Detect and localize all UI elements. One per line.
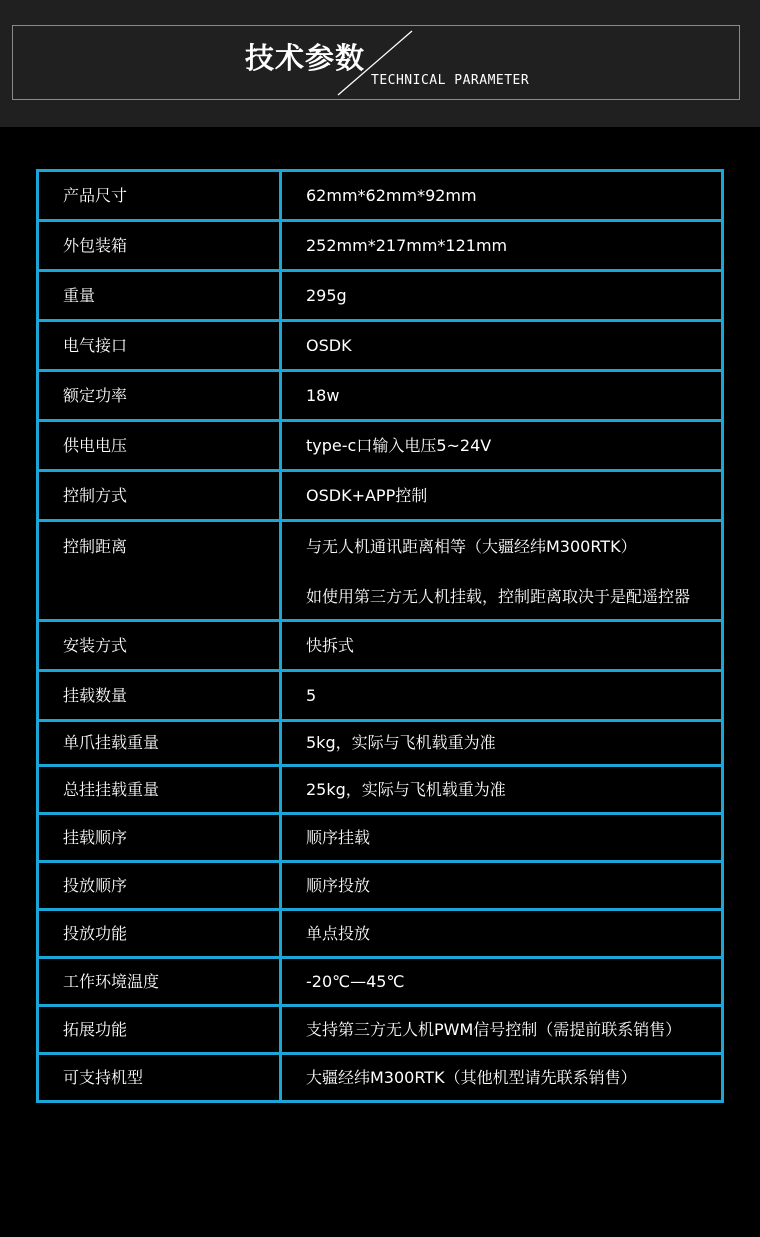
spec-value [282, 959, 721, 1007]
spec-value [282, 422, 721, 472]
table-row [39, 372, 721, 422]
spec-label [39, 222, 282, 272]
spec-label-text: 单爪挂载重量 [63, 733, 160, 752]
table-row [39, 472, 721, 522]
spec-label [39, 272, 282, 322]
spec-label [39, 672, 282, 722]
spec-label [39, 1007, 282, 1055]
spec-label [39, 722, 282, 767]
spec-label-text: 挂载顺序 [63, 828, 128, 847]
spec-label [39, 863, 282, 911]
table-row [39, 815, 721, 863]
spec-value [282, 622, 721, 672]
table-row [39, 1007, 721, 1055]
spec-label-text: 安装方式 [63, 636, 128, 655]
spec-value-line: 单点投放 [306, 924, 371, 943]
spec-label [39, 815, 282, 863]
table-row [39, 222, 721, 272]
spec-label-text: 工作环境温度 [63, 972, 160, 991]
table-row [39, 959, 721, 1007]
spec-value [282, 522, 721, 622]
spec-label-text: 投放功能 [63, 924, 128, 943]
spec-value-line: 快拆式 [306, 636, 355, 655]
table-row [39, 622, 721, 672]
page-subtitle: TECHNICAL PARAMETER [371, 73, 530, 88]
spec-label [39, 1055, 282, 1103]
spec-label [39, 172, 282, 222]
spec-value [282, 322, 721, 372]
spec-value-line: 25kg，实际与飞机载重为准 [306, 780, 506, 799]
spec-value-line: 顺序投放 [306, 876, 371, 895]
spec-value-line: 支持第三方无人机PWM信号控制（需提前联系销售） [306, 1020, 682, 1039]
table-row [39, 672, 721, 722]
spec-value [282, 911, 721, 959]
spec-value-line: OSDK+APP控制 [306, 486, 428, 505]
spec-label-text: 控制方式 [63, 486, 128, 505]
table-row [39, 722, 721, 767]
spec-value [282, 1007, 721, 1055]
spec-label [39, 767, 282, 815]
spec-value [282, 222, 721, 272]
spec-value-line: type-c口输入电压5~24V [306, 436, 492, 455]
spec-value [282, 722, 721, 767]
spec-value-line: 与无人机通讯距离相等（大疆经纬M300RTK） [306, 537, 637, 556]
spec-label [39, 522, 282, 622]
spec-label [39, 911, 282, 959]
table-row [39, 863, 721, 911]
spec-value-line: -20℃—45℃ [306, 972, 405, 991]
spec-label [39, 322, 282, 372]
spec-table-body [39, 172, 721, 1103]
page-title: 技术参数 [245, 41, 366, 75]
table-row [39, 172, 721, 222]
spec-label-text: 控制距离 [63, 537, 128, 556]
spec-label-text: 额定功率 [63, 386, 128, 405]
spec-label [39, 372, 282, 422]
spec-label [39, 959, 282, 1007]
table-row [39, 1055, 721, 1103]
spec-value-line: 62mm*62mm*92mm [306, 186, 477, 205]
spec-value [282, 172, 721, 222]
spec-value [282, 272, 721, 322]
spec-label-text: 总挂挂载重量 [63, 780, 160, 799]
table-row [39, 322, 721, 372]
table-row [39, 522, 721, 622]
spec-label [39, 422, 282, 472]
spec-label-text: 外包装箱 [63, 236, 128, 255]
spec-value-line: 295g [306, 286, 347, 305]
spec-label [39, 622, 282, 672]
spec-value-line: OSDK [306, 336, 352, 355]
spec-label-text: 供电电压 [63, 436, 128, 455]
spec-label-text: 电气接口 [63, 336, 128, 355]
spec-value [282, 1055, 721, 1103]
table-row [39, 272, 721, 322]
spec-value-line: 如使用第三方无人机挂载，控制距离取决于是配遥控器 [306, 587, 691, 606]
spec-label-text: 可支持机型 [63, 1068, 144, 1087]
spec-value-line: 18w [306, 386, 340, 405]
spec-table [36, 169, 724, 1103]
spec-value-line: 5kg，实际与飞机载重为准 [306, 733, 496, 752]
spec-label-text: 投放顺序 [63, 876, 128, 895]
table-row [39, 767, 721, 815]
table-row [39, 911, 721, 959]
spec-value [282, 472, 721, 522]
spec-value-line: 顺序挂载 [306, 828, 371, 847]
spec-value [282, 672, 721, 722]
spec-value [282, 372, 721, 422]
spec-label-text: 拓展功能 [63, 1020, 128, 1039]
table-row [39, 422, 721, 472]
spec-value [282, 767, 721, 815]
spec-label-text: 重量 [63, 286, 96, 305]
spec-value-line: 252mm*217mm*121mm [306, 236, 508, 255]
spec-value [282, 863, 721, 911]
spec-value-line: 5 [306, 686, 317, 705]
spec-label-text: 挂载数量 [63, 686, 128, 705]
spec-label-text: 产品尺寸 [63, 186, 128, 205]
spec-value [282, 815, 721, 863]
spec-label [39, 472, 282, 522]
spec-value-line: 大疆经纬M300RTK（其他机型请先联系销售） [306, 1068, 637, 1087]
